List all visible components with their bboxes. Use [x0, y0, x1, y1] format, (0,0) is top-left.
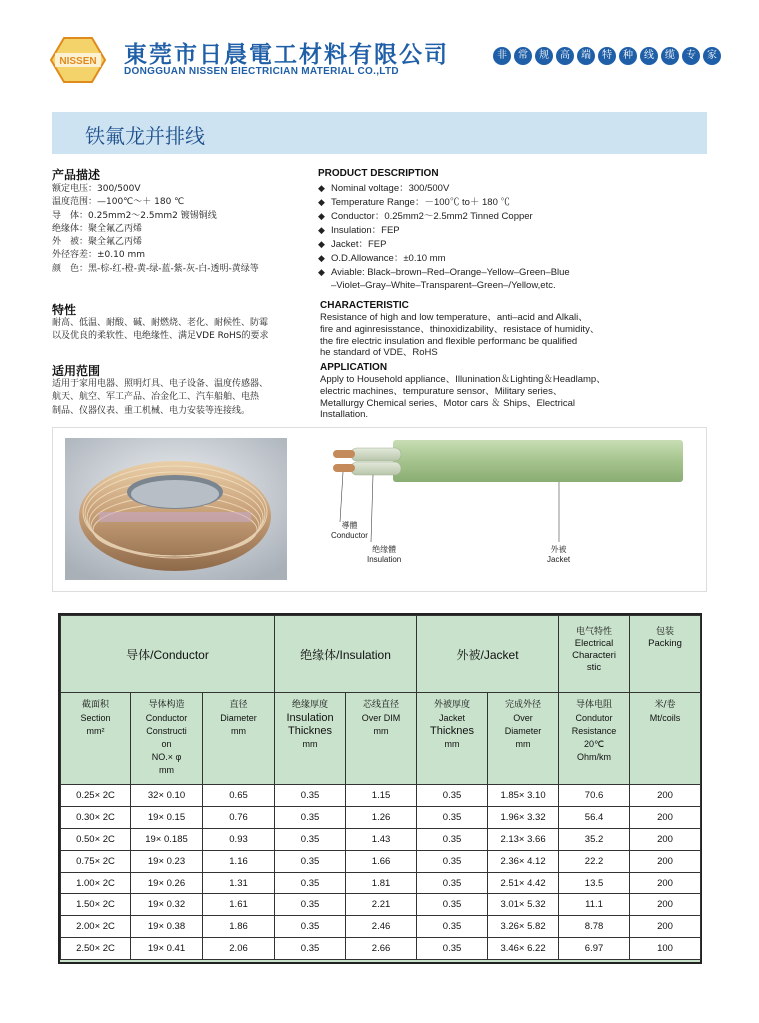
table-cell: 0.35: [275, 916, 346, 938]
cable-coil-photo: [65, 438, 287, 580]
text-line: 额定电压：300/500V: [52, 184, 141, 194]
bullet-text: O.D.Allowance：±0.10 mm: [331, 253, 446, 264]
table-cell: 2.13× 3.66: [488, 828, 559, 850]
table-cell: 0.35: [417, 785, 488, 807]
table-cell: 0.35: [417, 872, 488, 894]
table-cell: 1.50× 2C: [61, 894, 131, 916]
table-cell: 0.35: [417, 806, 488, 828]
table-cell: 0.50× 2C: [61, 828, 131, 850]
diamond-bullet-icon: ◆: [318, 197, 325, 207]
slogan-char: 种: [619, 47, 637, 65]
slogan-char: 高: [556, 47, 574, 65]
text-line: Installation.: [320, 409, 369, 421]
table-cell: 0.75× 2C: [61, 850, 131, 872]
header-conductor: 导体/Conductor: [61, 616, 275, 693]
header-insulation: 绝缘体/Insulation: [275, 616, 417, 693]
slogan-char: 端: [577, 47, 595, 65]
table-cell: 200: [630, 850, 701, 872]
jacket-label: 外被 Jacket: [547, 545, 571, 564]
header-electrical: 电气特性 Electrical Characteri stic: [559, 616, 630, 693]
subheader-resistance: 导体电阻 Condutor Resistance 20℃ Ohm/km: [559, 693, 630, 785]
text-line: Resistance of high and low temperature、anti–acid and Alkali、: [320, 312, 588, 323]
cn-desc-lines: [52, 183, 259, 276]
table-cell: 0.35: [275, 785, 346, 807]
conductor-label: 導體 Conductor: [331, 521, 368, 540]
nissen-logo: [50, 36, 106, 84]
table-cell: 35.2: [559, 828, 630, 850]
table-cell: 3.46× 6.22: [488, 938, 559, 960]
table-row: [61, 872, 701, 894]
diamond-bullet-icon: ◆: [318, 225, 325, 235]
subheader-insulation-thickness: 绝缘厚度 Insulation Thicknes mm: [275, 693, 346, 785]
text-line: he standard of VDE、RoHS: [320, 347, 438, 359]
table-cell: 1.66: [346, 850, 417, 872]
cable-structure-diagram: [313, 428, 708, 593]
text-line: Apply to Household appliance、Illunination＆Lighting＆Headlamp、: [320, 374, 606, 385]
diamond-bullet-icon: ◆: [318, 253, 325, 263]
table-cell: 0.30× 2C: [61, 806, 131, 828]
insulation-label: 绝缘體 Insulation: [367, 545, 402, 564]
table-cell: 0.35: [275, 872, 346, 894]
bullet-item: [318, 181, 570, 195]
table-cell: 0.35: [417, 894, 488, 916]
table-row: [61, 938, 701, 960]
slogan-char: 常: [514, 47, 532, 65]
text-line: 以及优良的柔软性、电绝缘性、满足VDE RoHS的要求: [52, 331, 269, 342]
table-cell: 0.93: [203, 828, 275, 850]
table-cell: 1.85× 3.10: [488, 785, 559, 807]
subheader-section: 截面积 Section mm²: [61, 693, 131, 785]
table-cell: 56.4: [559, 806, 630, 828]
table-cell: 200: [630, 785, 701, 807]
text-line: 温度范围：—100℃～＋ 180 ℃: [52, 197, 185, 208]
table-cell: 1.00× 2C: [61, 872, 131, 894]
header-packing: 包装 Packing: [630, 616, 701, 693]
table-cell: 19× 0.185: [131, 828, 203, 850]
spec-table-container: [58, 613, 702, 964]
table-cell: 200: [630, 916, 701, 938]
bullet-item: [318, 237, 570, 251]
table-cell: 11.1: [559, 894, 630, 916]
table-row: [61, 806, 701, 828]
cn-application-heading: 适用范围: [52, 364, 101, 378]
table-cell: 1.43: [346, 828, 417, 850]
table-cell: 1.61: [203, 894, 275, 916]
table-cell: 0.35: [417, 916, 488, 938]
table-cell: 6.97: [559, 938, 630, 960]
table-cell: 19× 0.26: [131, 872, 203, 894]
bullet-text: Temperature Range：－100℃ to＋ 180 ℃: [331, 197, 511, 208]
table-cell: 2.66: [346, 938, 417, 960]
slogan-badges: [493, 47, 721, 65]
table-group-header-row: [61, 616, 701, 693]
header-jacket: 外被/Jacket: [417, 616, 559, 693]
product-title-band: [52, 112, 707, 154]
bullet-item: [318, 265, 570, 279]
table-cell: 19× 0.23: [131, 850, 203, 872]
table-cell: 3.26× 5.82: [488, 916, 559, 938]
en-desc-heading: PRODUCT DESCRIPTION: [318, 168, 439, 179]
table-cell: 19× 0.32: [131, 894, 203, 916]
table-cell: 0.35: [417, 938, 488, 960]
table-cell: 13.5: [559, 872, 630, 894]
bullet-text: Jacket：FEP: [331, 239, 387, 250]
table-row: [61, 916, 701, 938]
bullet-text: Nominal voltage：300/500V: [331, 183, 450, 194]
table-cell: 22.2: [559, 850, 630, 872]
cn-characteristic-heading: 特性: [52, 303, 77, 317]
table-cell: 0.35: [275, 894, 346, 916]
subheader-packing: 米/卷 Mt/coils: [630, 693, 701, 785]
slogan-char: 规: [535, 47, 553, 65]
en-characteristic-heading: CHARACTERISTIC: [320, 300, 409, 311]
text-line: the fire electric insulation and flexible performanc be qualified: [320, 335, 578, 347]
bullet-text: Insulation：FEP: [331, 225, 400, 236]
diamond-bullet-icon: ◆: [318, 267, 325, 277]
text-line: 航天、航空、军工产品、冶金化工、汽车船舶、电热: [52, 392, 260, 403]
table-cell: 0.35: [275, 938, 346, 960]
table-cell: 2.00× 2C: [61, 916, 131, 938]
en-application-lines: [320, 374, 606, 421]
product-title: 铁氟龙并排线: [85, 124, 205, 148]
subheader-jacket-thickness: 外被厚度 Jacket Thicknes mm: [417, 693, 488, 785]
subheader-overall-diameter: 完成外径 Over Diameter mm: [488, 693, 559, 785]
company-name-cn: 東莞市日晨電工材料有限公司: [124, 42, 449, 68]
text-line: 导 体：0.25mm2～2.5mm2 镀锡铜线: [52, 210, 217, 221]
subheader-diameter: 直径 Diameter mm: [203, 693, 275, 785]
table-cell: 1.81: [346, 872, 417, 894]
cn-application-lines: [52, 378, 268, 418]
cn-characteristic-lines: [52, 317, 268, 344]
table-cell: 2.36× 4.12: [488, 850, 559, 872]
diamond-bullet-icon: ◆: [318, 211, 325, 221]
table-cell: 2.46: [346, 916, 417, 938]
table-cell: 0.76: [203, 806, 275, 828]
table-cell: 0.35: [417, 828, 488, 850]
table-cell: 2.21: [346, 894, 417, 916]
table-cell: 0.35: [417, 850, 488, 872]
product-image-panel: [52, 427, 707, 592]
table-cell: 0.65: [203, 785, 275, 807]
table-cell: 100: [630, 938, 701, 960]
table-cell: 19× 0.15: [131, 806, 203, 828]
diamond-bullet-icon: ◆: [318, 183, 325, 193]
slogan-char: 非: [493, 47, 511, 65]
bullet-item: [318, 223, 570, 237]
table-cell: 2.51× 4.42: [488, 872, 559, 894]
en-characteristic-lines: [320, 312, 599, 359]
table-cell: 1.15: [346, 785, 417, 807]
table-cell: 1.86: [203, 916, 275, 938]
slogan-char: 专: [682, 47, 700, 65]
slogan-char: 线: [640, 47, 658, 65]
text-line: 外 被：聚全氟乙丙烯: [52, 237, 143, 248]
table-row: [61, 828, 701, 850]
text-line: electric machines、tempurature sensor、Military series、: [320, 385, 563, 397]
text-line: Metallurgy Chemical series、Motor cars ＆ Ships、Electrical: [320, 397, 575, 409]
table-sub-header-row: [61, 693, 701, 785]
text-line: 耐高、低温、耐酸、碱、耐燃烧、老化、耐候性、防霉: [52, 318, 269, 328]
text-line: fire and aginresisstance、thinoxidizability、resistace of humidity、: [320, 323, 600, 335]
text-line: 适用于家用电器、照明灯具、电子设备、温度传感器、: [52, 379, 269, 389]
table-cell: 19× 0.41: [131, 938, 203, 960]
table-cell: 70.6: [559, 785, 630, 807]
table-cell: 19× 0.38: [131, 916, 203, 938]
svg-text:NISSEN: NISSEN: [59, 56, 97, 67]
table-cell: 0.35: [275, 828, 346, 850]
table-cell: 1.31: [203, 872, 275, 894]
en-application-heading: APPLICATION: [320, 362, 388, 373]
bullet-item: [318, 195, 570, 209]
slogan-char: 缆: [661, 47, 679, 65]
table-cell: 0.35: [275, 806, 346, 828]
cn-desc-heading: 产品描述: [52, 168, 101, 182]
table-row: [61, 785, 701, 807]
bullet-text: Conductor：0.25mm2～2.5mm2 Tinned Copper: [331, 211, 533, 222]
slogan-char: 特: [598, 47, 616, 65]
diamond-bullet-icon: ◆: [318, 239, 325, 249]
table-cell: 3.01× 5.32: [488, 894, 559, 916]
bullet-item: [318, 251, 570, 265]
table-cell: 200: [630, 894, 701, 916]
spec-table: [60, 615, 701, 960]
table-cell: 200: [630, 806, 701, 828]
table-cell: 32× 0.10: [131, 785, 203, 807]
bullet-item-continuation: –Violet–Gray–White–Transparent–Green–/Yellow,etc.: [331, 280, 556, 291]
subheader-construction: 导体构造 Conductor Constructi on NO.× φ mm: [131, 693, 203, 785]
slogan-char: 家: [703, 47, 721, 65]
company-name-en: DONGGUAN NISSEN EIECTRICIAN MATERIAL CO.,LTD: [124, 66, 399, 77]
text-line: 制品、仪器仪表、重工机械、电力安装等连接线。: [52, 405, 251, 416]
en-desc-lines: [318, 181, 570, 293]
table-cell: 200: [630, 872, 701, 894]
text-line: 外径容差：±0.10 mm: [52, 250, 145, 261]
table-cell: 8.78: [559, 916, 630, 938]
table-cell: 1.26: [346, 806, 417, 828]
bullet-text: Aviable: Black–brown–Red–Orange–Yellow–Green–Blue: [331, 267, 570, 278]
table-cell: 0.25× 2C: [61, 785, 131, 807]
text-line: 颜 色：黑-棕-红-橙-黄-绿-蓝-紫-灰-白-透明-黄绿等: [52, 263, 259, 274]
bullet-item: [318, 209, 570, 223]
table-cell: 1.16: [203, 850, 275, 872]
table-cell: 2.50× 2C: [61, 938, 131, 960]
table-row: [61, 894, 701, 916]
subheader-core-diameter: 芯线直径 Over DIM mm: [346, 693, 417, 785]
table-cell: 2.06: [203, 938, 275, 960]
table-cell: 200: [630, 828, 701, 850]
text-line: 绝缘体：聚全氟乙丙烯: [52, 223, 143, 234]
table-cell: 1.96× 3.32: [488, 806, 559, 828]
table-cell: 0.35: [275, 850, 346, 872]
table-row: [61, 850, 701, 872]
